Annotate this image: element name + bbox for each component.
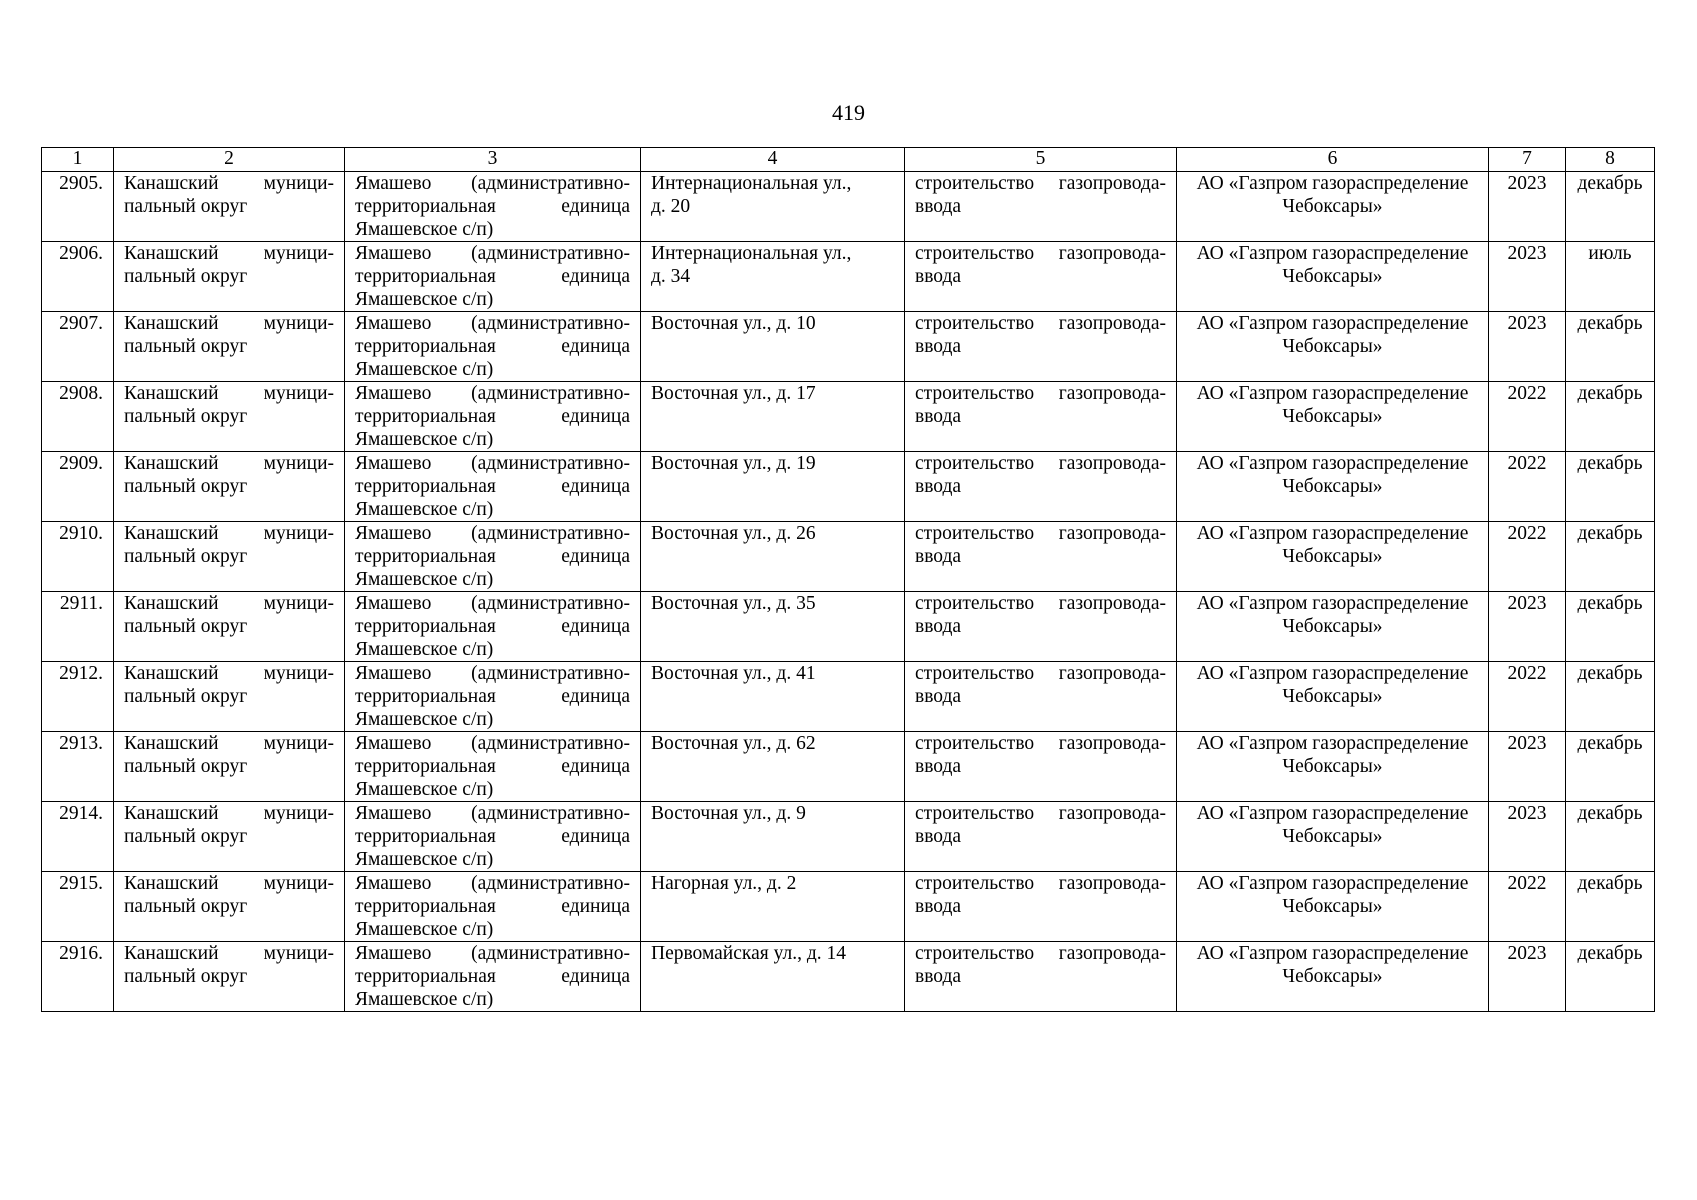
column-number: 7 (1489, 148, 1566, 172)
year-cell: 2023 (1489, 592, 1566, 662)
cell-line: АО «Газпром газораспределение (1196, 943, 1469, 964)
organization-cell (1177, 732, 1489, 802)
cell-line: территориальная единица (355, 686, 630, 707)
organization-cell (1177, 592, 1489, 662)
territory-cell (345, 662, 641, 732)
cell-line: Восточная ул., д. 19 (651, 453, 816, 474)
district-cell (114, 872, 345, 942)
cell-line: территориальная единица (355, 756, 630, 777)
territory-cell (345, 802, 641, 872)
cell-line: Канашский муници- (124, 453, 334, 474)
row-number-cell: 2906. (42, 242, 114, 312)
district-cell (114, 802, 345, 872)
cell-line: Канашский муници- (124, 873, 334, 894)
cell-line: Ямашевское с/п) (355, 779, 494, 800)
cell-line: Восточная ул., д. 9 (651, 803, 806, 824)
cell-line: Ямашево (административно- (355, 943, 630, 964)
cell-line: строительство газопровода- (915, 523, 1166, 544)
cell-line: территориальная единица (355, 336, 630, 357)
cell-line: Восточная ул., д. 35 (651, 593, 816, 614)
cell-line: территориальная единица (355, 266, 630, 287)
address-cell (641, 872, 905, 942)
cell-line: Канашский муници- (124, 733, 334, 754)
row-number-cell: 2912. (42, 662, 114, 732)
cell-line: Чебоксары» (1282, 336, 1383, 357)
cell-line: территориальная единица (355, 616, 630, 637)
cell-line: Чебоксары» (1282, 966, 1383, 987)
table-row (42, 662, 1655, 732)
cell-line: Первомайская ул., д. 14 (651, 943, 846, 964)
district-cell (114, 522, 345, 592)
organization-cell (1177, 242, 1489, 312)
cell-line: Восточная ул., д. 17 (651, 383, 816, 404)
table-row (42, 452, 1655, 522)
work-type-cell (905, 522, 1177, 592)
register-table (41, 147, 1655, 1012)
work-type-cell (905, 382, 1177, 452)
month-cell: декабрь (1566, 382, 1655, 452)
territory-cell (345, 732, 641, 802)
cell-line: строительство газопровода- (915, 943, 1166, 964)
cell-line: Ямашево (административно- (355, 593, 630, 614)
page-number: 419 (832, 100, 865, 125)
cell-line: Канашский муници- (124, 523, 334, 544)
cell-line: АО «Газпром газораспределение (1196, 243, 1469, 264)
cell-line: пальный округ (124, 196, 248, 217)
cell-line: Канашский муници- (124, 663, 334, 684)
territory-cell (345, 312, 641, 382)
cell-line: Чебоксары» (1282, 616, 1383, 637)
cell-line: пальный округ (124, 756, 248, 777)
cell-line: Нагорная ул., д. 2 (651, 873, 797, 894)
cell-line: Восточная ул., д. 10 (651, 313, 816, 334)
month-cell: декабрь (1566, 172, 1655, 242)
cell-line: Ямашевское с/п) (355, 429, 494, 450)
address-cell (641, 382, 905, 452)
cell-line: строительство газопровода- (915, 453, 1166, 474)
address-cell (641, 732, 905, 802)
territory-cell (345, 872, 641, 942)
organization-cell (1177, 872, 1489, 942)
work-type-cell (905, 732, 1177, 802)
cell-line: Ямашево (административно- (355, 663, 630, 684)
organization-cell (1177, 942, 1489, 1012)
row-number-cell: 2909. (42, 452, 114, 522)
row-number-cell: 2911. (42, 592, 114, 662)
cell-line: ввода (915, 896, 962, 917)
column-number: 2 (114, 148, 345, 172)
cell-line: ввода (915, 406, 962, 427)
cell-line: д. 34 (651, 266, 691, 287)
table-row (42, 872, 1655, 942)
year-cell: 2022 (1489, 452, 1566, 522)
work-type-cell (905, 662, 1177, 732)
cell-line: ввода (915, 826, 962, 847)
cell-line: ввода (915, 546, 962, 567)
month-cell: декабрь (1566, 452, 1655, 522)
cell-line: территориальная единица (355, 896, 630, 917)
cell-line: АО «Газпром газораспределение (1196, 733, 1469, 754)
cell-line: Ямашевское с/п) (355, 359, 494, 380)
cell-line: АО «Газпром газораспределение (1196, 453, 1469, 474)
work-type-cell (905, 312, 1177, 382)
year-cell: 2022 (1489, 662, 1566, 732)
cell-line: строительство газопровода- (915, 173, 1166, 194)
address-cell (641, 522, 905, 592)
year-cell: 2023 (1489, 942, 1566, 1012)
district-cell (114, 312, 345, 382)
cell-line: АО «Газпром газораспределение (1196, 593, 1469, 614)
cell-line: Чебоксары» (1282, 196, 1383, 217)
territory-cell (345, 592, 641, 662)
district-cell (114, 942, 345, 1012)
cell-line: Ямашевское с/п) (355, 219, 494, 240)
district-cell (114, 592, 345, 662)
month-cell: декабрь (1566, 662, 1655, 732)
cell-line: Ямашево (административно- (355, 803, 630, 824)
address-cell (641, 242, 905, 312)
territory-cell (345, 172, 641, 242)
cell-line: Ямашево (административно- (355, 243, 630, 264)
year-cell: 2023 (1489, 802, 1566, 872)
row-number-cell: 2913. (42, 732, 114, 802)
table-row (42, 802, 1655, 872)
cell-line: Ямашевское с/п) (355, 639, 494, 660)
cell-line: Ямашевское с/п) (355, 499, 494, 520)
address-cell (641, 452, 905, 522)
territory-cell (345, 242, 641, 312)
cell-line: пальный округ (124, 686, 248, 707)
table-row (42, 382, 1655, 452)
month-cell: декабрь (1566, 872, 1655, 942)
cell-line: ввода (915, 756, 962, 777)
cell-line: строительство газопровода- (915, 663, 1166, 684)
cell-line: Чебоксары» (1282, 266, 1383, 287)
year-cell: 2023 (1489, 732, 1566, 802)
territory-cell (345, 382, 641, 452)
cell-line: строительство газопровода- (915, 593, 1166, 614)
organization-cell (1177, 172, 1489, 242)
row-number-cell: 2905. (42, 172, 114, 242)
work-type-cell (905, 802, 1177, 872)
cell-line: Интернациональная ул., (651, 173, 852, 194)
column-number: 8 (1566, 148, 1655, 172)
cell-line: д. 20 (651, 196, 691, 217)
month-cell: декабрь (1566, 732, 1655, 802)
cell-line: АО «Газпром газораспределение (1196, 313, 1469, 334)
cell-line: ввода (915, 336, 962, 357)
address-cell (641, 172, 905, 242)
organization-cell (1177, 312, 1489, 382)
column-number: 3 (345, 148, 641, 172)
address-cell (641, 312, 905, 382)
territory-cell (345, 942, 641, 1012)
row-number-cell: 2915. (42, 872, 114, 942)
cell-line: территориальная единица (355, 196, 630, 217)
cell-line: строительство газопровода- (915, 873, 1166, 894)
cell-line: Канашский муници- (124, 243, 334, 264)
address-cell (641, 592, 905, 662)
work-type-cell (905, 172, 1177, 242)
cell-line: Чебоксары» (1282, 476, 1383, 497)
cell-line: Ямашевское с/п) (355, 289, 494, 310)
cell-line: пальный округ (124, 406, 248, 427)
year-cell: 2022 (1489, 872, 1566, 942)
address-cell (641, 662, 905, 732)
cell-line: пальный округ (124, 266, 248, 287)
cell-line: пальный округ (124, 546, 248, 567)
territory-cell (345, 452, 641, 522)
work-type-cell (905, 942, 1177, 1012)
address-cell (641, 942, 905, 1012)
cell-line: АО «Газпром газораспределение (1196, 383, 1469, 404)
cell-line: Ямашево (административно- (355, 313, 630, 334)
cell-line: пальный округ (124, 966, 248, 987)
table-row (42, 592, 1655, 662)
cell-line: строительство газопровода- (915, 313, 1166, 334)
district-cell (114, 452, 345, 522)
cell-line: ввода (915, 266, 962, 287)
cell-line: пальный округ (124, 336, 248, 357)
table-row (42, 312, 1655, 382)
cell-line: Чебоксары» (1282, 686, 1383, 707)
cell-line: Канашский муници- (124, 173, 334, 194)
cell-line: Ямашевское с/п) (355, 849, 494, 870)
cell-line: строительство газопровода- (915, 383, 1166, 404)
organization-cell (1177, 522, 1489, 592)
district-cell (114, 382, 345, 452)
cell-line: АО «Газпром газораспределение (1196, 523, 1469, 544)
cell-line: Ямашево (административно- (355, 383, 630, 404)
district-cell (114, 662, 345, 732)
cell-line: строительство газопровода- (915, 733, 1166, 754)
address-cell (641, 802, 905, 872)
month-cell: декабрь (1566, 942, 1655, 1012)
year-cell: 2022 (1489, 522, 1566, 592)
cell-line: Ямашево (административно- (355, 453, 630, 474)
cell-line: Интернациональная ул., (651, 243, 852, 264)
territory-cell (345, 522, 641, 592)
cell-line: Чебоксары» (1282, 896, 1383, 917)
cell-line: Канашский муници- (124, 943, 334, 964)
cell-line: Ямашевское с/п) (355, 919, 494, 940)
column-number: 6 (1177, 148, 1489, 172)
table-row (42, 242, 1655, 312)
cell-line: территориальная единица (355, 406, 630, 427)
column-number: 4 (641, 148, 905, 172)
month-cell: декабрь (1566, 522, 1655, 592)
row-number-cell: 2916. (42, 942, 114, 1012)
cell-line: АО «Газпром газораспределение (1196, 173, 1469, 194)
row-number-cell: 2907. (42, 312, 114, 382)
month-cell: июль (1566, 242, 1655, 312)
cell-line: пальный округ (124, 476, 248, 497)
cell-line: Ямашевское с/п) (355, 569, 494, 590)
cell-line: ввода (915, 476, 962, 497)
column-number: 5 (905, 148, 1177, 172)
cell-line: АО «Газпром газораспределение (1196, 803, 1469, 824)
work-type-cell (905, 592, 1177, 662)
cell-line: Восточная ул., д. 26 (651, 523, 816, 544)
column-number: 1 (42, 148, 114, 172)
work-type-cell (905, 452, 1177, 522)
district-cell (114, 242, 345, 312)
cell-line: территориальная единица (355, 546, 630, 567)
organization-cell (1177, 802, 1489, 872)
year-cell: 2023 (1489, 172, 1566, 242)
cell-line: Чебоксары» (1282, 826, 1383, 847)
row-number-cell: 2908. (42, 382, 114, 452)
year-cell: 2023 (1489, 242, 1566, 312)
cell-line: пальный округ (124, 826, 248, 847)
table-row (42, 172, 1655, 242)
cell-line: АО «Газпром газораспределение (1196, 873, 1469, 894)
cell-line: Чебоксары» (1282, 756, 1383, 777)
column-number-row (42, 148, 1655, 172)
organization-cell (1177, 662, 1489, 732)
cell-line: Канашский муници- (124, 383, 334, 404)
cell-line: территориальная единица (355, 966, 630, 987)
row-number-cell: 2910. (42, 522, 114, 592)
cell-line: Ямашево (административно- (355, 733, 630, 754)
cell-line: территориальная единица (355, 476, 630, 497)
cell-line: Восточная ул., д. 41 (651, 663, 816, 684)
cell-line: Канашский муници- (124, 313, 334, 334)
district-cell (114, 172, 345, 242)
table-row (42, 942, 1655, 1012)
organization-cell (1177, 382, 1489, 452)
organization-cell (1177, 452, 1489, 522)
cell-line: строительство газопровода- (915, 243, 1166, 264)
year-cell: 2023 (1489, 312, 1566, 382)
month-cell: декабрь (1566, 312, 1655, 382)
cell-line: территориальная единица (355, 826, 630, 847)
row-number-cell: 2914. (42, 802, 114, 872)
work-type-cell (905, 242, 1177, 312)
cell-line: Чебоксары» (1282, 406, 1383, 427)
cell-line: пальный округ (124, 896, 248, 917)
cell-line: Восточная ул., д. 62 (651, 733, 816, 754)
month-cell: декабрь (1566, 802, 1655, 872)
table-row (42, 522, 1655, 592)
work-type-cell (905, 872, 1177, 942)
year-cell: 2022 (1489, 382, 1566, 452)
cell-line: ввода (915, 966, 962, 987)
cell-line: пальный округ (124, 616, 248, 637)
cell-line: Чебоксары» (1282, 546, 1383, 567)
cell-line: Ямашевское с/п) (355, 709, 494, 730)
table-row (42, 732, 1655, 802)
cell-line: АО «Газпром газораспределение (1196, 663, 1469, 684)
cell-line: Канашский муници- (124, 803, 334, 824)
month-cell: декабрь (1566, 592, 1655, 662)
district-cell (114, 732, 345, 802)
cell-line: Ямашево (административно- (355, 173, 630, 194)
cell-line: ввода (915, 686, 962, 707)
cell-line: ввода (915, 616, 962, 637)
cell-line: ввода (915, 196, 962, 217)
cell-line: Ямашево (административно- (355, 523, 630, 544)
cell-line: Канашский муници- (124, 593, 334, 614)
cell-line: строительство газопровода- (915, 803, 1166, 824)
cell-line: Ямашево (административно- (355, 873, 630, 894)
cell-line: Ямашевское с/п) (355, 989, 494, 1010)
